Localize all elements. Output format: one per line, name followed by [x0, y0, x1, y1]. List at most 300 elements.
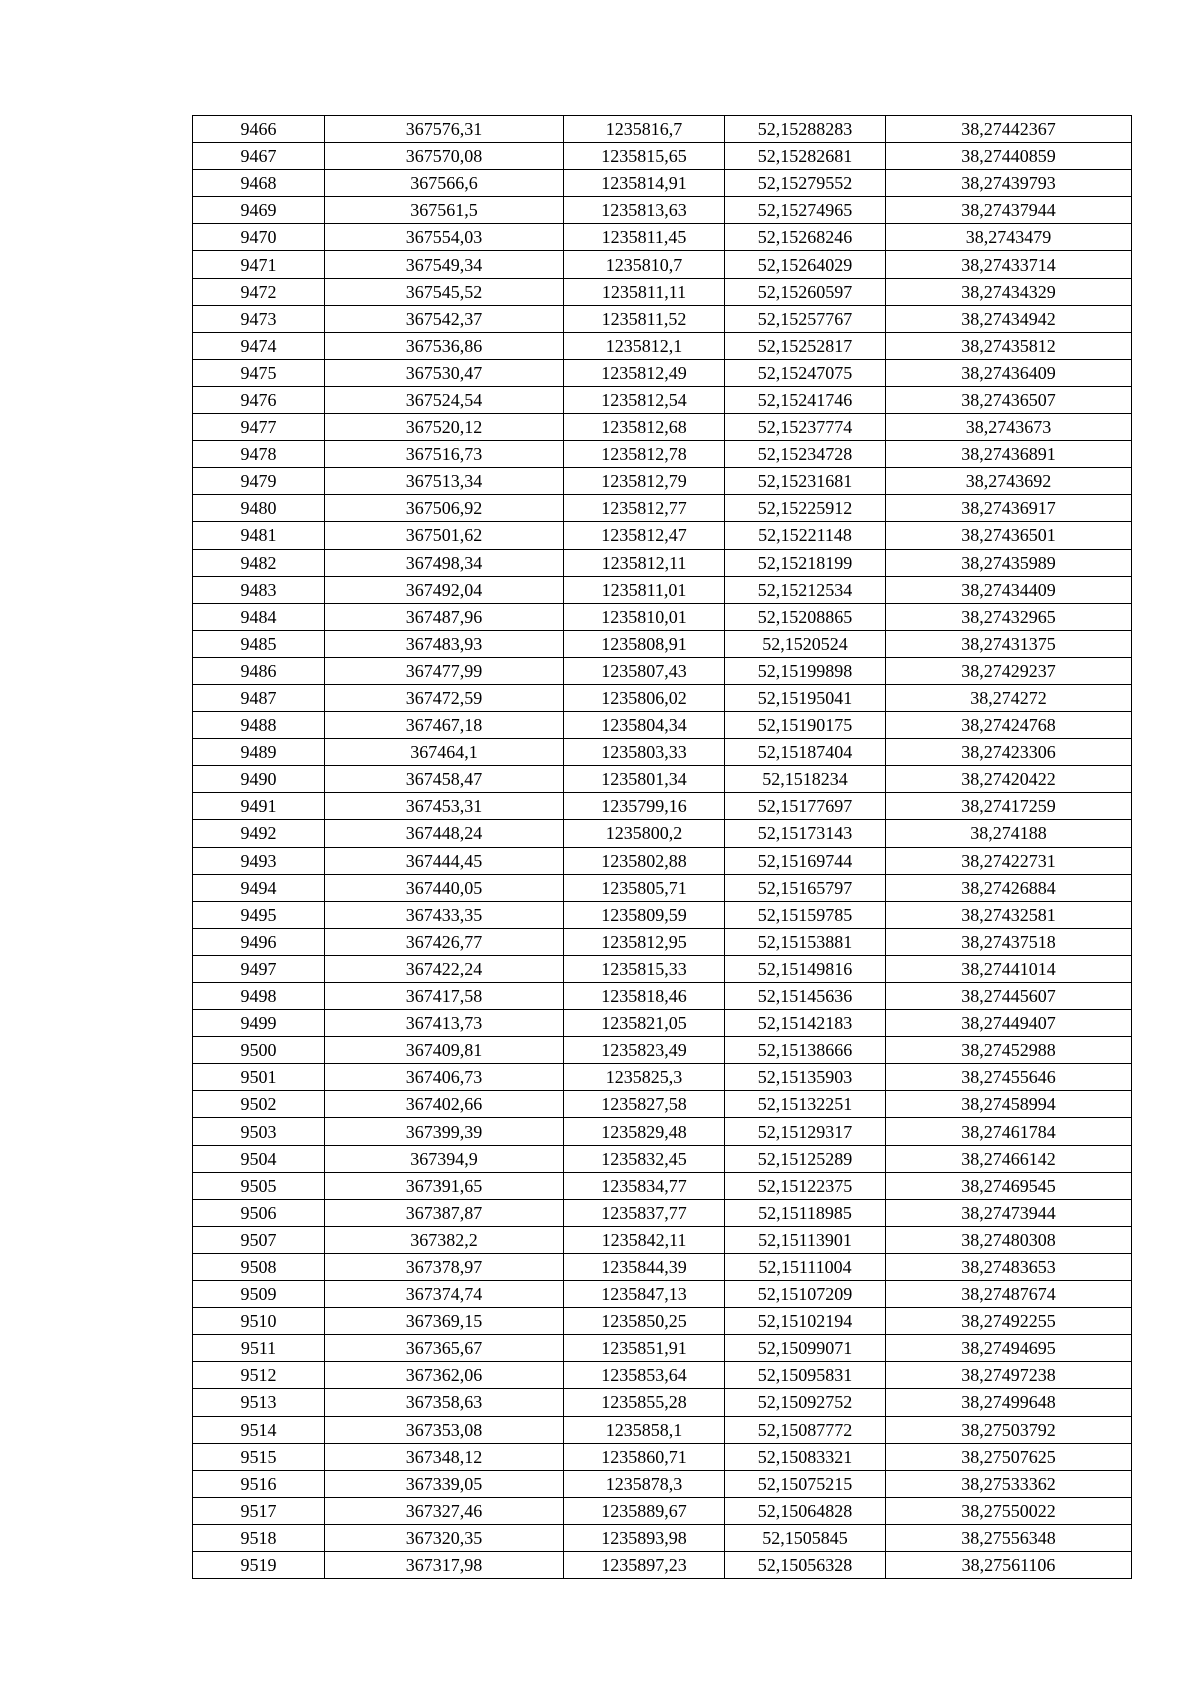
longitude-cell: 38,27434942	[886, 305, 1132, 332]
coordinates-table-body	[193, 116, 1132, 1579]
y-coordinate-cell: 1235837,77	[564, 1199, 725, 1226]
point-number-cell: 9489	[193, 739, 325, 766]
point-number-cell: 9488	[193, 712, 325, 739]
point-number-cell: 9518	[193, 1524, 325, 1551]
y-coordinate-cell: 1235815,33	[564, 955, 725, 982]
point-number-cell: 9477	[193, 414, 325, 441]
y-coordinate-cell: 1235829,48	[564, 1118, 725, 1145]
point-number-cell: 9490	[193, 766, 325, 793]
point-number-cell: 9480	[193, 495, 325, 522]
y-coordinate-cell: 1235812,77	[564, 495, 725, 522]
x-coordinate-cell: 367327,46	[325, 1497, 564, 1524]
table-row	[193, 522, 1132, 549]
point-number-cell: 9469	[193, 197, 325, 224]
table-row	[193, 332, 1132, 359]
table-row	[193, 414, 1132, 441]
longitude-cell: 38,27432581	[886, 901, 1132, 928]
longitude-cell: 38,27433714	[886, 251, 1132, 278]
point-number-cell: 9481	[193, 522, 325, 549]
latitude-cell: 52,15125289	[725, 1145, 886, 1172]
longitude-cell: 38,27424768	[886, 712, 1132, 739]
point-number-cell: 9501	[193, 1064, 325, 1091]
longitude-cell: 38,27440859	[886, 143, 1132, 170]
x-coordinate-cell: 367477,99	[325, 657, 564, 684]
x-coordinate-cell: 367492,04	[325, 576, 564, 603]
latitude-cell: 52,15122375	[725, 1172, 886, 1199]
latitude-cell: 52,15173143	[725, 820, 886, 847]
table-row	[193, 684, 1132, 711]
x-coordinate-cell: 367458,47	[325, 766, 564, 793]
longitude-cell: 38,27533362	[886, 1470, 1132, 1497]
table-row	[193, 549, 1132, 576]
latitude-cell: 52,15260597	[725, 278, 886, 305]
y-coordinate-cell: 1235860,71	[564, 1443, 725, 1470]
table-row	[193, 1470, 1132, 1497]
latitude-cell: 52,15095831	[725, 1362, 886, 1389]
latitude-cell: 52,15092752	[725, 1389, 886, 1416]
x-coordinate-cell: 367549,34	[325, 251, 564, 278]
latitude-cell: 52,15212534	[725, 576, 886, 603]
latitude-cell: 52,15288283	[725, 116, 886, 143]
longitude-cell: 38,27499648	[886, 1389, 1132, 1416]
x-coordinate-cell: 367513,34	[325, 468, 564, 495]
latitude-cell: 52,15145636	[725, 983, 886, 1010]
longitude-cell: 38,27497238	[886, 1362, 1132, 1389]
table-row	[193, 1551, 1132, 1578]
point-number-cell: 9512	[193, 1362, 325, 1389]
x-coordinate-cell: 367378,97	[325, 1253, 564, 1280]
latitude-cell: 52,15190175	[725, 712, 886, 739]
table-row	[193, 441, 1132, 468]
latitude-cell: 52,15064828	[725, 1497, 886, 1524]
y-coordinate-cell: 1235842,11	[564, 1226, 725, 1253]
y-coordinate-cell: 1235808,91	[564, 630, 725, 657]
latitude-cell: 52,15247075	[725, 359, 886, 386]
table-row	[193, 359, 1132, 386]
latitude-cell: 52,15142183	[725, 1010, 886, 1037]
table-row	[193, 712, 1132, 739]
y-coordinate-cell: 1235812,49	[564, 359, 725, 386]
longitude-cell: 38,27461784	[886, 1118, 1132, 1145]
x-coordinate-cell: 367391,65	[325, 1172, 564, 1199]
table-row	[193, 1118, 1132, 1145]
y-coordinate-cell: 1235825,3	[564, 1064, 725, 1091]
latitude-cell: 52,15113901	[725, 1226, 886, 1253]
x-coordinate-cell: 367339,05	[325, 1470, 564, 1497]
x-coordinate-cell: 367409,81	[325, 1037, 564, 1064]
x-coordinate-cell: 367498,34	[325, 549, 564, 576]
table-row	[193, 1145, 1132, 1172]
x-coordinate-cell: 367374,74	[325, 1281, 564, 1308]
longitude-cell: 38,27437944	[886, 197, 1132, 224]
longitude-cell: 38,27435989	[886, 549, 1132, 576]
x-coordinate-cell: 367566,6	[325, 170, 564, 197]
y-coordinate-cell: 1235816,7	[564, 116, 725, 143]
longitude-cell: 38,27435812	[886, 332, 1132, 359]
table-row	[193, 630, 1132, 657]
point-number-cell: 9471	[193, 251, 325, 278]
table-row	[193, 847, 1132, 874]
table-row	[193, 983, 1132, 1010]
table-row	[193, 1443, 1132, 1470]
latitude-cell: 52,15102194	[725, 1308, 886, 1335]
table-row	[193, 197, 1132, 224]
longitude-cell: 38,27436891	[886, 441, 1132, 468]
y-coordinate-cell: 1235812,78	[564, 441, 725, 468]
longitude-cell: 38,27503792	[886, 1416, 1132, 1443]
latitude-cell: 52,15268246	[725, 224, 886, 251]
y-coordinate-cell: 1235897,23	[564, 1551, 725, 1578]
latitude-cell: 52,15087772	[725, 1416, 886, 1443]
y-coordinate-cell: 1235812,11	[564, 549, 725, 576]
longitude-cell: 38,27436507	[886, 386, 1132, 413]
y-coordinate-cell: 1235801,34	[564, 766, 725, 793]
latitude-cell: 52,15257767	[725, 305, 886, 332]
point-number-cell: 9516	[193, 1470, 325, 1497]
point-number-cell: 9500	[193, 1037, 325, 1064]
x-coordinate-cell: 367483,93	[325, 630, 564, 657]
y-coordinate-cell: 1235878,3	[564, 1470, 725, 1497]
table-row	[193, 468, 1132, 495]
x-coordinate-cell: 367387,87	[325, 1199, 564, 1226]
x-coordinate-cell: 367394,9	[325, 1145, 564, 1172]
y-coordinate-cell: 1235844,39	[564, 1253, 725, 1280]
table-row	[193, 1524, 1132, 1551]
table-row	[193, 170, 1132, 197]
point-number-cell: 9491	[193, 793, 325, 820]
y-coordinate-cell: 1235802,88	[564, 847, 725, 874]
latitude-cell: 52,15274965	[725, 197, 886, 224]
latitude-cell: 52,15159785	[725, 901, 886, 928]
longitude-cell: 38,27434329	[886, 278, 1132, 305]
table-row	[193, 386, 1132, 413]
table-row	[193, 1037, 1132, 1064]
table-row	[193, 1091, 1132, 1118]
x-coordinate-cell: 367545,52	[325, 278, 564, 305]
latitude-cell: 52,15075215	[725, 1470, 886, 1497]
y-coordinate-cell: 1235799,16	[564, 793, 725, 820]
point-number-cell: 9476	[193, 386, 325, 413]
longitude-cell: 38,27469545	[886, 1172, 1132, 1199]
longitude-cell: 38,2743479	[886, 224, 1132, 251]
longitude-cell: 38,27473944	[886, 1199, 1132, 1226]
x-coordinate-cell: 367501,62	[325, 522, 564, 549]
y-coordinate-cell: 1235851,91	[564, 1335, 725, 1362]
point-number-cell: 9493	[193, 847, 325, 874]
longitude-cell: 38,27442367	[886, 116, 1132, 143]
x-coordinate-cell: 367444,45	[325, 847, 564, 874]
x-coordinate-cell: 367453,31	[325, 793, 564, 820]
latitude-cell: 52,15153881	[725, 928, 886, 955]
point-number-cell: 9513	[193, 1389, 325, 1416]
point-number-cell: 9475	[193, 359, 325, 386]
longitude-cell: 38,27556348	[886, 1524, 1132, 1551]
longitude-cell: 38,27436917	[886, 495, 1132, 522]
longitude-cell: 38,27426884	[886, 874, 1132, 901]
point-number-cell: 9504	[193, 1145, 325, 1172]
y-coordinate-cell: 1235812,79	[564, 468, 725, 495]
table-row	[193, 1172, 1132, 1199]
point-number-cell: 9466	[193, 116, 325, 143]
longitude-cell: 38,27449407	[886, 1010, 1132, 1037]
table-row	[193, 1281, 1132, 1308]
point-number-cell: 9486	[193, 657, 325, 684]
y-coordinate-cell: 1235827,58	[564, 1091, 725, 1118]
latitude-cell: 52,15165797	[725, 874, 886, 901]
latitude-cell: 52,15129317	[725, 1118, 886, 1145]
x-coordinate-cell: 367524,54	[325, 386, 564, 413]
y-coordinate-cell: 1235814,91	[564, 170, 725, 197]
latitude-cell: 52,15138666	[725, 1037, 886, 1064]
latitude-cell: 52,15132251	[725, 1091, 886, 1118]
y-coordinate-cell: 1235823,49	[564, 1037, 725, 1064]
y-coordinate-cell: 1235855,28	[564, 1389, 725, 1416]
point-number-cell: 9478	[193, 441, 325, 468]
latitude-cell: 52,15221148	[725, 522, 886, 549]
longitude-cell: 38,27431375	[886, 630, 1132, 657]
table-row	[193, 820, 1132, 847]
table-row	[193, 116, 1132, 143]
table-row	[193, 739, 1132, 766]
x-coordinate-cell: 367348,12	[325, 1443, 564, 1470]
point-number-cell: 9492	[193, 820, 325, 847]
longitude-cell: 38,27480308	[886, 1226, 1132, 1253]
x-coordinate-cell: 367440,05	[325, 874, 564, 901]
y-coordinate-cell: 1235812,54	[564, 386, 725, 413]
x-coordinate-cell: 367353,08	[325, 1416, 564, 1443]
y-coordinate-cell: 1235811,45	[564, 224, 725, 251]
x-coordinate-cell: 367369,15	[325, 1308, 564, 1335]
longitude-cell: 38,2743692	[886, 468, 1132, 495]
x-coordinate-cell: 367536,86	[325, 332, 564, 359]
latitude-cell: 52,15177697	[725, 793, 886, 820]
y-coordinate-cell: 1235815,65	[564, 143, 725, 170]
point-number-cell: 9495	[193, 901, 325, 928]
longitude-cell: 38,27436501	[886, 522, 1132, 549]
y-coordinate-cell: 1235821,05	[564, 1010, 725, 1037]
point-number-cell: 9519	[193, 1551, 325, 1578]
point-number-cell: 9485	[193, 630, 325, 657]
longitude-cell: 38,27455646	[886, 1064, 1132, 1091]
longitude-cell: 38,274188	[886, 820, 1132, 847]
y-coordinate-cell: 1235850,25	[564, 1308, 725, 1335]
x-coordinate-cell: 367561,5	[325, 197, 564, 224]
longitude-cell: 38,27439793	[886, 170, 1132, 197]
y-coordinate-cell: 1235811,11	[564, 278, 725, 305]
x-coordinate-cell: 367365,67	[325, 1335, 564, 1362]
table-row	[193, 576, 1132, 603]
longitude-cell: 38,27417259	[886, 793, 1132, 820]
x-coordinate-cell: 367448,24	[325, 820, 564, 847]
point-number-cell: 9507	[193, 1226, 325, 1253]
x-coordinate-cell: 367520,12	[325, 414, 564, 441]
latitude-cell: 52,15107209	[725, 1281, 886, 1308]
table-row	[193, 1308, 1132, 1335]
latitude-cell: 52,15264029	[725, 251, 886, 278]
latitude-cell: 52,15099071	[725, 1335, 886, 1362]
x-coordinate-cell: 367426,77	[325, 928, 564, 955]
point-number-cell: 9508	[193, 1253, 325, 1280]
latitude-cell: 52,15056328	[725, 1551, 886, 1578]
point-number-cell: 9470	[193, 224, 325, 251]
table-row	[193, 1497, 1132, 1524]
table-row	[193, 901, 1132, 928]
table-row	[193, 305, 1132, 332]
point-number-cell: 9517	[193, 1497, 325, 1524]
x-coordinate-cell: 367554,03	[325, 224, 564, 251]
point-number-cell: 9474	[193, 332, 325, 359]
longitude-cell: 38,2743673	[886, 414, 1132, 441]
y-coordinate-cell: 1235803,33	[564, 739, 725, 766]
latitude-cell: 52,15241746	[725, 386, 886, 413]
y-coordinate-cell: 1235812,47	[564, 522, 725, 549]
longitude-cell: 38,27458994	[886, 1091, 1132, 1118]
latitude-cell: 52,15118985	[725, 1199, 886, 1226]
longitude-cell: 38,27432965	[886, 603, 1132, 630]
y-coordinate-cell: 1235847,13	[564, 1281, 725, 1308]
y-coordinate-cell: 1235813,63	[564, 197, 725, 224]
x-coordinate-cell: 367362,06	[325, 1362, 564, 1389]
latitude-cell: 52,15187404	[725, 739, 886, 766]
x-coordinate-cell: 367516,73	[325, 441, 564, 468]
point-number-cell: 9479	[193, 468, 325, 495]
point-number-cell: 9484	[193, 603, 325, 630]
point-number-cell: 9515	[193, 1443, 325, 1470]
longitude-cell: 38,27422731	[886, 847, 1132, 874]
longitude-cell: 38,27507625	[886, 1443, 1132, 1470]
latitude-cell: 52,15225912	[725, 495, 886, 522]
latitude-cell: 52,15083321	[725, 1443, 886, 1470]
table-row	[193, 224, 1132, 251]
latitude-cell: 52,15279552	[725, 170, 886, 197]
y-coordinate-cell: 1235893,98	[564, 1524, 725, 1551]
latitude-cell: 52,1520524	[725, 630, 886, 657]
latitude-cell: 52,1505845	[725, 1524, 886, 1551]
latitude-cell: 52,15149816	[725, 955, 886, 982]
point-number-cell: 9505	[193, 1172, 325, 1199]
x-coordinate-cell: 367433,35	[325, 901, 564, 928]
coordinates-table	[192, 115, 1132, 1579]
table-row	[193, 928, 1132, 955]
y-coordinate-cell: 1235810,7	[564, 251, 725, 278]
y-coordinate-cell: 1235818,46	[564, 983, 725, 1010]
x-coordinate-cell: 367542,37	[325, 305, 564, 332]
table-row	[193, 657, 1132, 684]
y-coordinate-cell: 1235812,68	[564, 414, 725, 441]
table-row	[193, 1389, 1132, 1416]
y-coordinate-cell: 1235809,59	[564, 901, 725, 928]
latitude-cell: 52,15252817	[725, 332, 886, 359]
x-coordinate-cell: 367317,98	[325, 1551, 564, 1578]
point-number-cell: 9467	[193, 143, 325, 170]
x-coordinate-cell: 367530,47	[325, 359, 564, 386]
longitude-cell: 38,27487674	[886, 1281, 1132, 1308]
table-row	[193, 495, 1132, 522]
table-row	[193, 143, 1132, 170]
longitude-cell: 38,27494695	[886, 1335, 1132, 1362]
x-coordinate-cell: 367472,59	[325, 684, 564, 711]
y-coordinate-cell: 1235807,43	[564, 657, 725, 684]
x-coordinate-cell: 367467,18	[325, 712, 564, 739]
point-number-cell: 9498	[193, 983, 325, 1010]
y-coordinate-cell: 1235832,45	[564, 1145, 725, 1172]
x-coordinate-cell: 367576,31	[325, 116, 564, 143]
x-coordinate-cell: 367464,1	[325, 739, 564, 766]
y-coordinate-cell: 1235811,01	[564, 576, 725, 603]
x-coordinate-cell: 367506,92	[325, 495, 564, 522]
point-number-cell: 9506	[193, 1199, 325, 1226]
table-row	[193, 1416, 1132, 1443]
x-coordinate-cell: 367413,73	[325, 1010, 564, 1037]
point-number-cell: 9499	[193, 1010, 325, 1037]
latitude-cell: 52,15208865	[725, 603, 886, 630]
y-coordinate-cell: 1235889,67	[564, 1497, 725, 1524]
point-number-cell: 9468	[193, 170, 325, 197]
point-number-cell: 9472	[193, 278, 325, 305]
table-row	[193, 1335, 1132, 1362]
latitude-cell: 52,15237774	[725, 414, 886, 441]
point-number-cell: 9502	[193, 1091, 325, 1118]
table-row	[193, 1010, 1132, 1037]
longitude-cell: 38,27445607	[886, 983, 1132, 1010]
table-row	[193, 603, 1132, 630]
longitude-cell: 38,27436409	[886, 359, 1132, 386]
point-number-cell: 9497	[193, 955, 325, 982]
y-coordinate-cell: 1235804,34	[564, 712, 725, 739]
table-row	[193, 278, 1132, 305]
point-number-cell: 9487	[193, 684, 325, 711]
latitude-cell: 52,15195041	[725, 684, 886, 711]
point-number-cell: 9503	[193, 1118, 325, 1145]
latitude-cell: 52,15111004	[725, 1253, 886, 1280]
latitude-cell: 52,15199898	[725, 657, 886, 684]
table-row	[193, 1199, 1132, 1226]
point-number-cell: 9510	[193, 1308, 325, 1335]
x-coordinate-cell: 367406,73	[325, 1064, 564, 1091]
point-number-cell: 9514	[193, 1416, 325, 1443]
point-number-cell: 9511	[193, 1335, 325, 1362]
table-row	[193, 955, 1132, 982]
x-coordinate-cell: 367402,66	[325, 1091, 564, 1118]
longitude-cell: 38,27466142	[886, 1145, 1132, 1172]
latitude-cell: 52,15135903	[725, 1064, 886, 1091]
point-number-cell: 9509	[193, 1281, 325, 1308]
longitude-cell: 38,27429237	[886, 657, 1132, 684]
latitude-cell: 52,15169744	[725, 847, 886, 874]
longitude-cell: 38,27492255	[886, 1308, 1132, 1335]
latitude-cell: 52,1518234	[725, 766, 886, 793]
longitude-cell: 38,27483653	[886, 1253, 1132, 1280]
longitude-cell: 38,27550022	[886, 1497, 1132, 1524]
point-number-cell: 9482	[193, 549, 325, 576]
table-row	[193, 1362, 1132, 1389]
latitude-cell: 52,15234728	[725, 441, 886, 468]
longitude-cell: 38,27423306	[886, 739, 1132, 766]
table-row	[193, 793, 1132, 820]
y-coordinate-cell: 1235800,2	[564, 820, 725, 847]
x-coordinate-cell: 367399,39	[325, 1118, 564, 1145]
point-number-cell: 9494	[193, 874, 325, 901]
table-row	[193, 1064, 1132, 1091]
x-coordinate-cell: 367570,08	[325, 143, 564, 170]
point-number-cell: 9496	[193, 928, 325, 955]
table-row	[193, 766, 1132, 793]
point-number-cell: 9483	[193, 576, 325, 603]
point-number-cell: 9473	[193, 305, 325, 332]
latitude-cell: 52,15282681	[725, 143, 886, 170]
table-row	[193, 874, 1132, 901]
longitude-cell: 38,27437518	[886, 928, 1132, 955]
